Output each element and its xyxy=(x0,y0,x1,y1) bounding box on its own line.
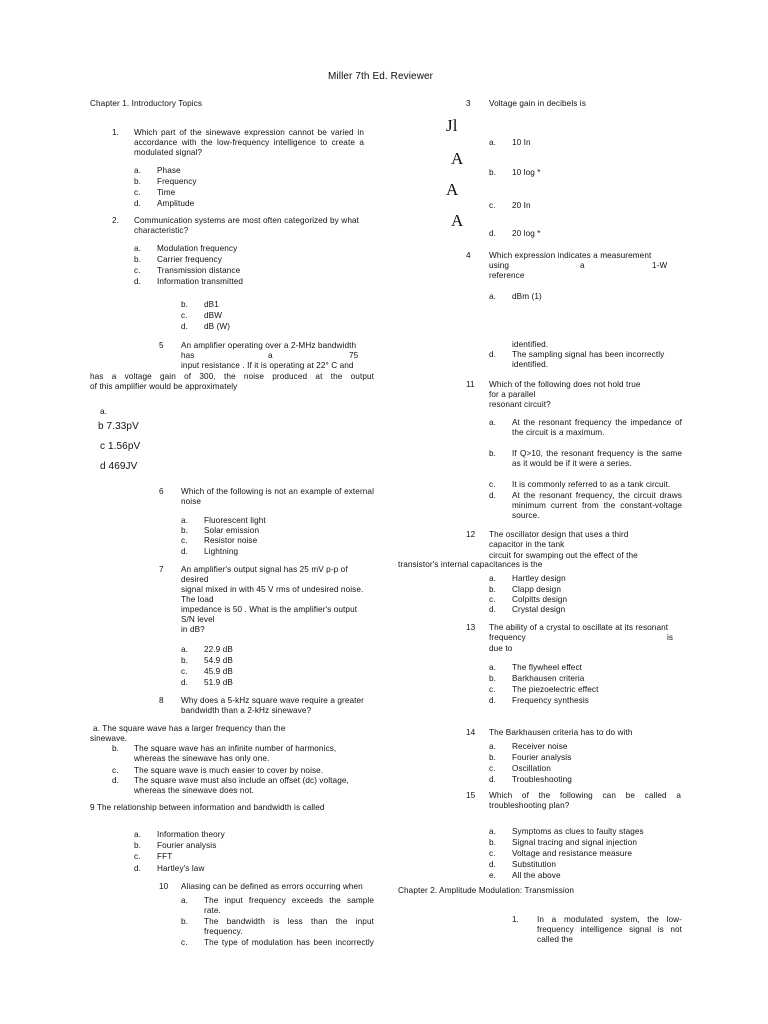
chapter-heading: Chapter 1. Introductory Topics xyxy=(90,99,203,108)
option-letter: a. xyxy=(134,830,142,839)
option-letter: b. xyxy=(489,585,497,594)
option-letter: c. xyxy=(134,266,141,275)
option-text: Solar emission xyxy=(204,526,260,535)
option-letter: d. xyxy=(489,229,497,238)
formula-symbol: A xyxy=(451,211,464,230)
option-letter: d. xyxy=(489,350,497,359)
question-number: 15 xyxy=(466,791,476,800)
question-text: transistor's internal capacitances is the xyxy=(398,560,543,569)
option-text: 20 log * xyxy=(512,229,541,238)
option-text: It is commonly referred to as a tank circuit. xyxy=(512,480,671,489)
option-letter: a. xyxy=(489,292,497,301)
option-letter: b. xyxy=(489,168,497,177)
question-text: Why does a 5-kHz square wave require a greater bandwidth than a 2-kHz sinewave? xyxy=(181,696,364,716)
option-text: c 1.56pV xyxy=(100,441,141,452)
option-text: Resistor noise xyxy=(204,536,258,545)
option-text: Transmission distance xyxy=(157,266,241,275)
question-number: 11 xyxy=(466,380,475,389)
option-text: Substitution xyxy=(512,860,556,869)
option-letter: b. xyxy=(489,449,497,458)
option-letter: c. xyxy=(112,766,119,775)
option-text: At the resonant frequency the impedance of the circuit is a maximum. xyxy=(512,418,682,438)
option-text: The bandwidth is less than the input frequency. xyxy=(204,917,374,937)
question-text: In a modulated system, the low-frequency intelligence signal is not called the xyxy=(537,915,682,945)
question-text: Communication systems are most often categorized by what characteristic? xyxy=(134,216,359,236)
question-text: has xyxy=(181,351,195,360)
option-text: All the above xyxy=(512,871,561,880)
option-letter: a. xyxy=(489,827,497,836)
option-text: Oscillation xyxy=(512,764,551,773)
formula-symbol: A xyxy=(451,149,464,168)
question-text: The ability of a crystal to oscillate at its resonant xyxy=(489,623,669,632)
question-text: Which expression indicates a measurement xyxy=(489,251,652,260)
option-text: d 469JV xyxy=(100,461,138,472)
option-text: 22.9 dB xyxy=(204,645,233,654)
question-text: input resistance . If it is operating at 22° C and xyxy=(181,361,354,370)
option-letter: c. xyxy=(489,849,496,858)
question-number: 8 xyxy=(159,696,164,705)
option-text: 10 In xyxy=(512,138,531,147)
option-letter: a. xyxy=(489,418,497,427)
option-letter: b. xyxy=(181,300,189,309)
option-text: If Q>10, the resonant frequency is the same as it would be if it were a series. xyxy=(512,449,682,469)
question-text: capacitor in the tank xyxy=(489,540,565,549)
option-letter: a. xyxy=(100,407,108,416)
option-letter: c. xyxy=(489,480,496,489)
option-letter: c. xyxy=(489,764,496,773)
option-letter: b. xyxy=(112,744,120,753)
option-text: 20 In xyxy=(512,201,531,210)
question-text: due to xyxy=(489,644,513,653)
option-text: a. The square wave has a larger frequency than the xyxy=(93,724,286,733)
option-text: Colpitts design xyxy=(512,595,568,604)
option-text: dBm (1) xyxy=(512,292,542,301)
option-text: Carrier frequency xyxy=(157,255,222,264)
option-letter: b. xyxy=(134,841,142,850)
option-text: 45.9 dB xyxy=(204,667,233,676)
option-letter: b. xyxy=(181,917,189,926)
option-letter: a. xyxy=(181,645,189,654)
question-text: 9 The relationship between information and bandwidth is called xyxy=(90,803,325,812)
question-number: 13 xyxy=(466,623,476,632)
option-text: 51.9 dB xyxy=(204,678,233,687)
option-letter: b. xyxy=(134,255,142,264)
option-text: Fluorescent light xyxy=(204,516,266,525)
option-letter: c. xyxy=(489,595,496,604)
option-text: Fourier analysis xyxy=(157,841,217,850)
formula-symbol: Jl xyxy=(446,116,458,135)
question-text: The load xyxy=(181,595,214,604)
option-letter: d. xyxy=(134,277,142,286)
option-letter: d. xyxy=(489,605,497,614)
option-letter: a. xyxy=(489,663,497,672)
option-text: The piezoelectric effect xyxy=(512,685,599,694)
option-text: Signal tracing and signal injection xyxy=(512,838,638,847)
option-letter: d. xyxy=(489,491,497,500)
page-title: Miller 7th Ed. Reviewer xyxy=(328,71,434,82)
option-letter: a. xyxy=(489,138,497,147)
question-number: 5 xyxy=(159,341,164,350)
question-text: of this amplifier would be approximately xyxy=(90,382,238,391)
question-text: is xyxy=(667,633,674,642)
option-letter: d. xyxy=(489,860,497,869)
option-letter: d. xyxy=(181,678,189,687)
option-letter: c. xyxy=(489,201,496,210)
question-text: The oscillator design that uses a third xyxy=(489,530,629,539)
option-text: The square wave is much easier to cover by noise. xyxy=(134,766,324,775)
option-letter: d. xyxy=(181,547,189,556)
option-text: Fourier analysis xyxy=(512,753,572,762)
option-text: Voltage and resistance measure xyxy=(512,849,632,858)
option-text: The type of modulation has been incorrectly xyxy=(204,938,374,947)
option-letter: b. xyxy=(134,177,142,186)
option-text: dBW xyxy=(204,311,223,320)
option-text: Amplitude xyxy=(157,199,195,208)
question-text: using xyxy=(489,261,510,270)
question-text: The Barkhausen criteria has to do with xyxy=(489,728,633,737)
question-number: 7 xyxy=(159,565,164,574)
question-text: resonant circuit? xyxy=(489,400,551,409)
option-text: 10 log * xyxy=(512,168,541,177)
question-text: impedance is 50 . What is the amplifier's output xyxy=(181,605,358,614)
question-number: 3 xyxy=(466,99,471,108)
option-text: Time xyxy=(157,188,176,197)
option-letter: a. xyxy=(489,742,497,751)
question-text: 1-W xyxy=(652,261,668,270)
question-text: a xyxy=(580,261,585,270)
option-text: The flywheel effect xyxy=(512,663,583,672)
option-text: At the resonant frequency, the circuit draws minimum current from the constant-voltage source. xyxy=(512,491,682,521)
option-letter: c. xyxy=(134,852,141,861)
option-letter: b. xyxy=(489,838,497,847)
question-text: An amplifier's output signal has 25 mV p-p of xyxy=(181,565,348,574)
option-text: The square wave must also include an offset (dc) voltage, whereas the sinewave does not. xyxy=(134,776,349,796)
option-letter: c. xyxy=(181,938,188,947)
option-letter: a. xyxy=(134,244,142,253)
question-text: S/N level xyxy=(181,615,215,624)
option-letter: d. xyxy=(489,775,497,784)
option-letter: a. xyxy=(134,166,142,175)
option-letter: a. xyxy=(181,896,189,905)
question-text: desired xyxy=(181,575,209,584)
option-letter: b. xyxy=(181,526,189,535)
option-text: Barkhausen criteria xyxy=(512,674,585,683)
option-letter: b. xyxy=(181,656,189,665)
question-text: frequency xyxy=(489,633,526,642)
option-letter: d. xyxy=(112,776,120,785)
option-letter: d. xyxy=(134,199,142,208)
option-letter: d. xyxy=(134,864,142,873)
chapter-heading: Chapter 2. Amplitude Modulation: Transmission xyxy=(398,886,575,895)
option-text: b 7.33pV xyxy=(98,421,139,432)
question-text: Which of the following can be called a troubleshooting plan? xyxy=(489,791,681,811)
option-text: Troubleshooting xyxy=(512,775,572,784)
formula-symbol: A xyxy=(446,180,459,199)
question-number: 12 xyxy=(466,530,476,539)
question-text: 75 xyxy=(349,351,359,360)
question-text: a xyxy=(268,351,273,360)
option-text: sinewave. xyxy=(90,734,128,743)
option-text: FFT xyxy=(157,852,173,861)
question-text: Voltage gain in decibels is xyxy=(489,99,586,108)
option-text: Modulation frequency xyxy=(157,244,238,253)
question-number: 10 xyxy=(159,882,169,891)
question-number: 6 xyxy=(159,487,164,496)
option-text: The input frequency exceeds the sample rate. xyxy=(204,896,374,916)
option-text: identified. xyxy=(512,340,549,349)
question-number: 14 xyxy=(466,728,476,737)
option-letter: d. xyxy=(181,322,189,331)
question-number: 4 xyxy=(466,251,471,260)
option-letter: a. xyxy=(181,516,189,525)
option-text: Hartley's law xyxy=(157,864,205,873)
option-letter: c. xyxy=(489,685,496,694)
question-text: Which of the following does not hold true xyxy=(489,380,641,389)
option-text: Hartley design xyxy=(512,574,566,583)
question-text: An amplifier operating over a 2-MHz bandwidth xyxy=(181,341,357,350)
option-text: Lightning xyxy=(204,547,239,556)
option-text: Clapp design xyxy=(512,585,561,594)
question-text: circuit for swamping out the effect of the xyxy=(489,551,638,560)
question-text: has a voltage gain of 300, the noise produced at the output xyxy=(90,372,374,381)
question-number: 2. xyxy=(112,216,120,225)
option-text: dB (W) xyxy=(204,322,231,331)
option-text: The square wave has an infinite number of harmonics, whereas the sinewave has only one. xyxy=(134,744,337,764)
option-letter: d. xyxy=(489,696,497,705)
question-text: reference xyxy=(489,271,525,280)
question-text: Which part of the sinewave expression cannot be varied in accordance with the low-frequency intelligence to create a modulated signal? xyxy=(134,128,364,158)
question-text: in dB? xyxy=(181,625,205,634)
option-letter: e. xyxy=(489,871,497,880)
option-letter: b. xyxy=(489,674,497,683)
option-text: Crystal design xyxy=(512,605,566,614)
option-text: 54.9 dB xyxy=(204,656,233,665)
option-letter: c. xyxy=(181,536,188,545)
option-text: Frequency synthesis xyxy=(512,696,589,705)
option-text: Frequency xyxy=(157,177,197,186)
option-text: Receiver noise xyxy=(512,742,568,751)
option-text: Information theory xyxy=(157,830,225,839)
option-text: The sampling signal has been incorrectly identified. xyxy=(512,350,665,370)
option-letter: a. xyxy=(489,574,497,583)
question-text: for a parallel xyxy=(489,390,536,399)
option-letter: c. xyxy=(181,667,188,676)
question-text: signal mixed in with 45 V rms of undesired noise. xyxy=(181,585,364,594)
question-text: Aliasing can be defined as errors occurring when xyxy=(181,882,363,891)
option-text: Symptoms as clues to faulty stages xyxy=(512,827,644,836)
question-number: 1. xyxy=(512,915,520,924)
option-letter: b. xyxy=(489,753,497,762)
option-letter: c. xyxy=(181,311,188,320)
option-letter: c. xyxy=(134,188,141,197)
option-text: dB1 xyxy=(204,300,219,309)
question-number: 1. xyxy=(112,128,120,137)
option-text: Phase xyxy=(157,166,181,175)
question-text: Which of the following is not an example of external noise xyxy=(181,487,374,507)
option-text: Information transmitted xyxy=(157,277,244,286)
